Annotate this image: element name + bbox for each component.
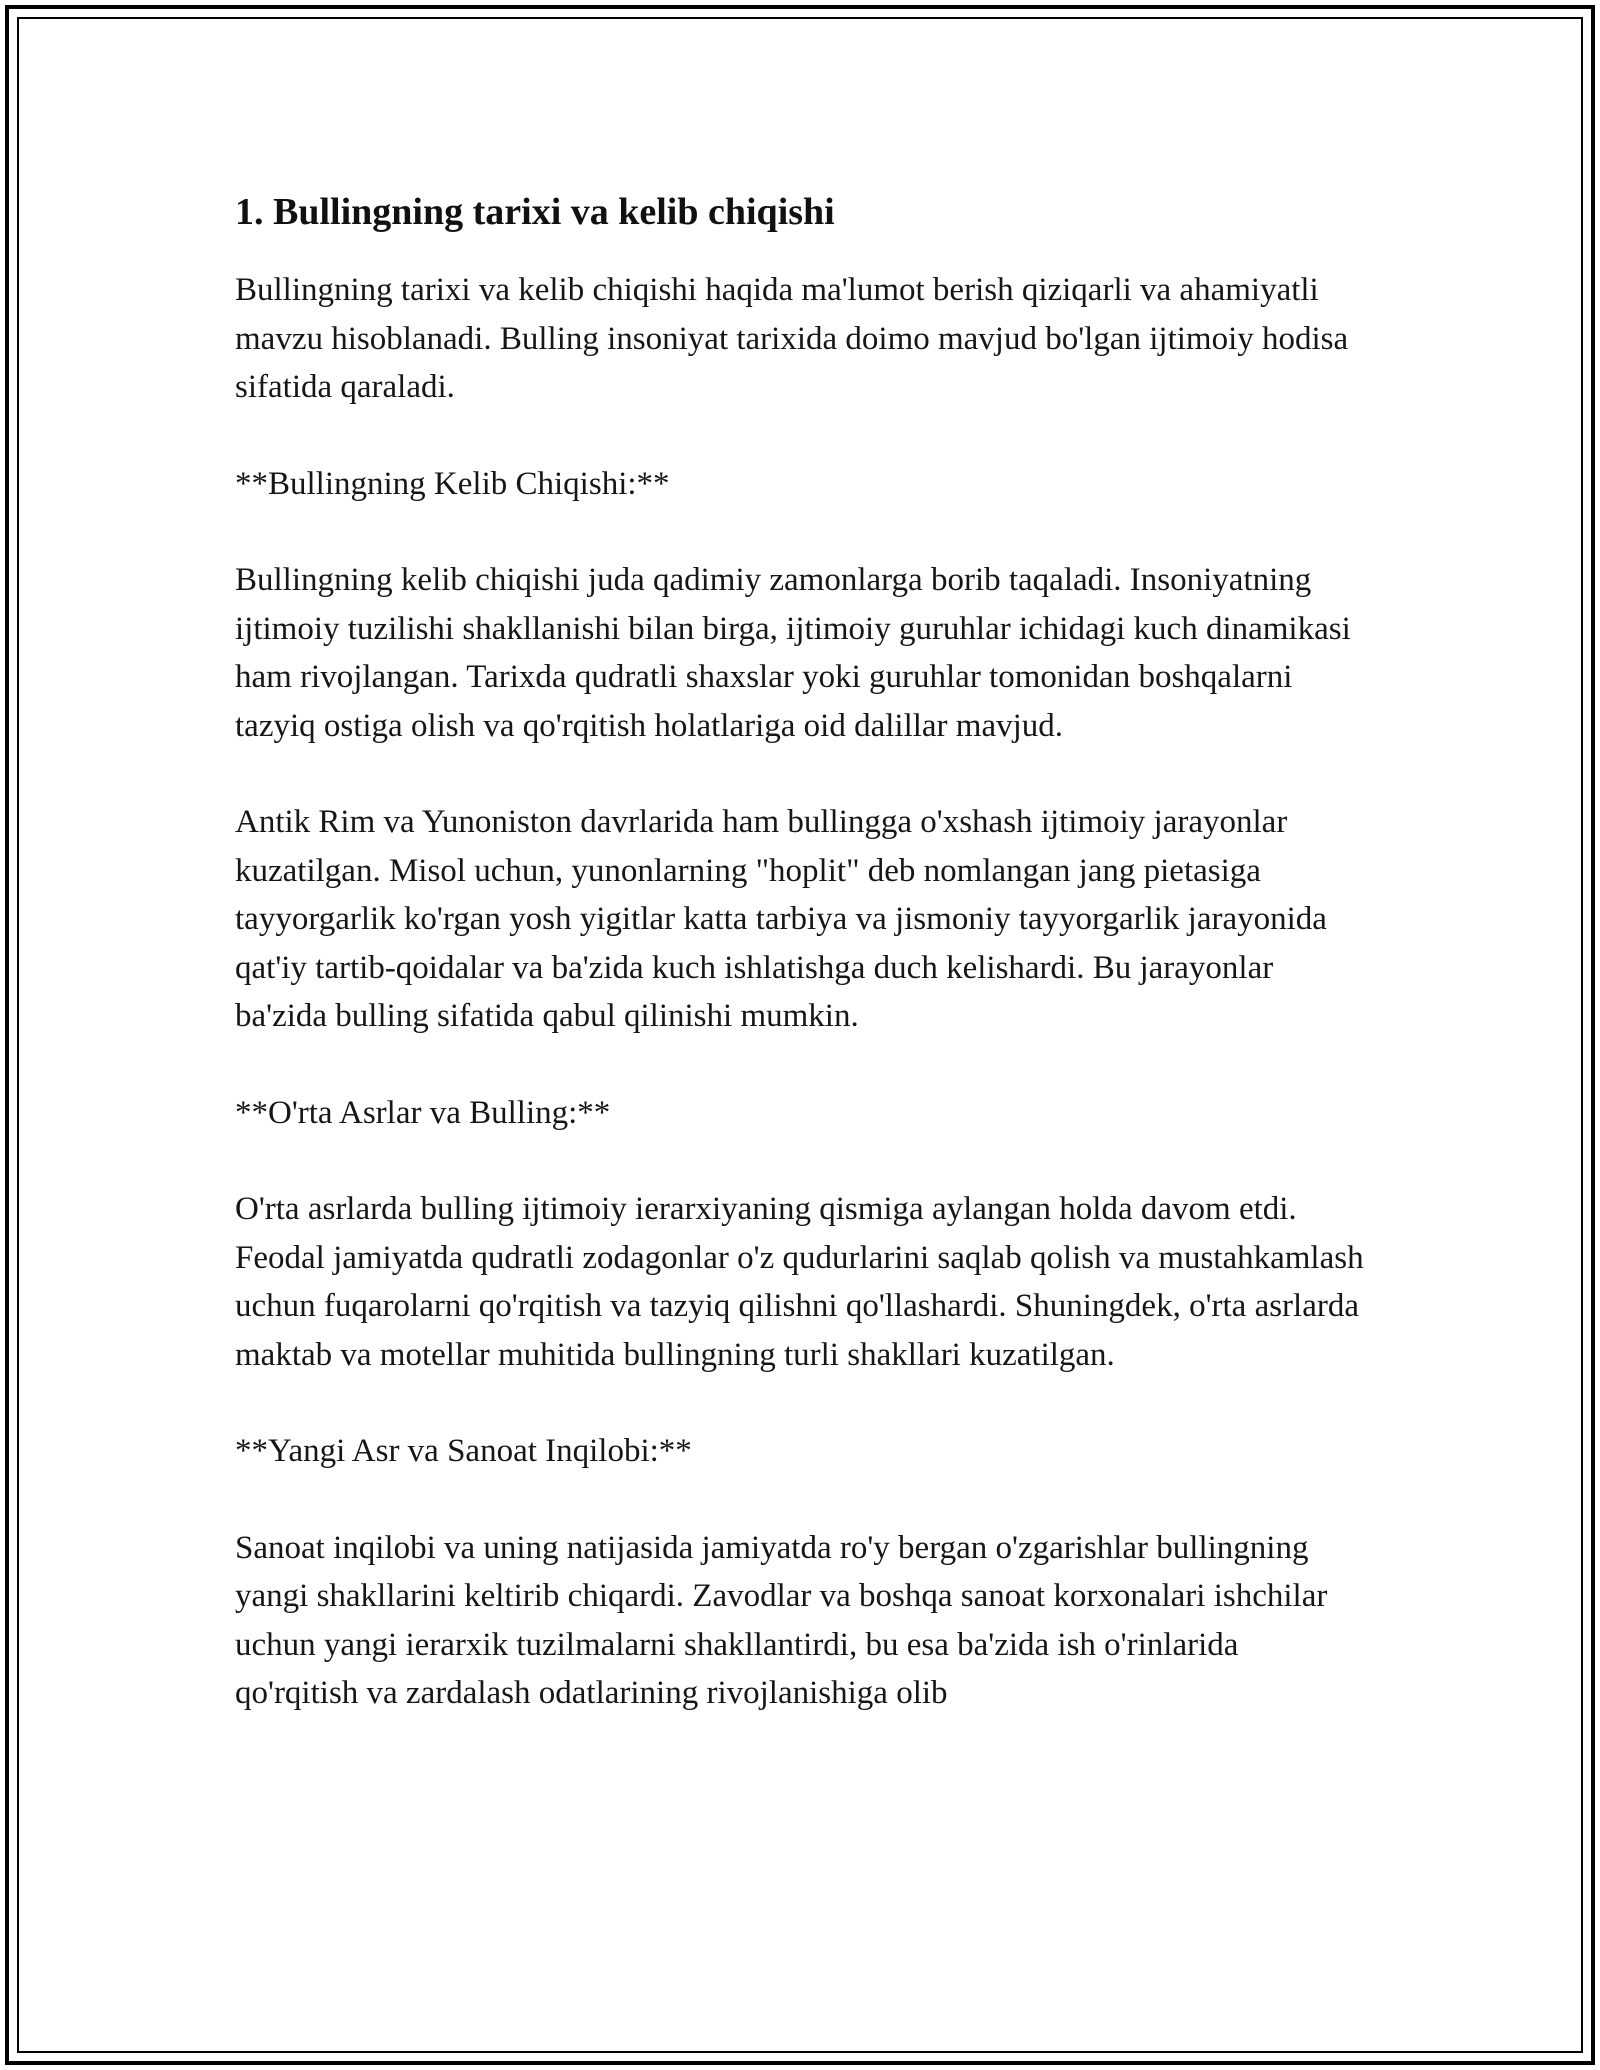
industrial-revolution-paragraph: Sanoat inqilobi va uning natijasida jamiyatda ro'y bergan o'zgarishlar bullingning yangi shakllarini keltirib chiqardi. Zavodlar va boshqa sanoat korxonalari ishchilar uchun yangi ierarxik tuzilmalarni shakllantirdi, bu esa ba'zida ish o'rinlarida qo'rqitish va zardalash odatlarining rivojlanishiga olib: [235, 1529, 1328, 1711]
subheading-kelib-chiqishi: **Bullingning Kelib Chiqishi:**: [235, 465, 670, 502]
subheading-orta-asrlar: **O'rta Asrlar va Bulling:**: [235, 1094, 611, 1131]
middle-ages-paragraph: O'rta asrlarda bulling ijtimoiy ierarxiyaning qismiga aylangan holda davom etdi. Feodal jamiyatda qudratli zodagonlar o'z qudurlarini saqlab qolish va mustahkamlash uchun fuqarolarni qo'rqitish va tazyiq qilishni qo'llashardi. Shuningdek, o'rta asrlarda maktab va motellar muhitida bullingning turli shakllari kuzatilgan.: [235, 1191, 1364, 1373]
subheading-yangi-asr: **Yangi Asr va Sanoat Inqilobi:**: [235, 1433, 692, 1469]
document-body: [235, 186, 1365, 1766]
origin-paragraph: Bullingning kelib chiqishi juda qadimiy zamonlarga borib taqaladi. Insoniyatning ijtimoiy tuzilishi shakllanishi bilan birga, ijtimoiy guruhlar ichidagi kuch dinamikasi ham rivojlangan. Tarixda qudratli shaxslar yoki guruhlar tomonidan boshqalarni tazyiq ostiga olish va qo'rqitish holatlariga oid dalillar mavjud.: [235, 562, 1351, 744]
antiquity-paragraph: Antik Rim va Yunoniston davrlarida ham bullingga o'xshash ijtimoiy jarayonlar kuzatilgan. Misol uchun, yunonlarning "hoplit" deb nomlangan jang pietasiga tayyorgarlik ko'rgan yosh yigitlar katta tarbiya va jismoniy tayyorgarlik jarayonida qat'iy tartib-qoidalar va ba'zida kuch ishlatishga duch kelishardi. Bu jarayonlar ba'zida bulling sifatida qabul qilinishi mumkin.: [235, 804, 1327, 1034]
intro-paragraph: Bullingning tarixi va kelib chiqishi haqida ma'lumot berish qiziqarli va ahamiyatli mavzu hisoblanadi. Bulling insoniyat tarixida doimo mavjud bo'lgan ijtimoiy hodisa sifatida qaraladi.: [235, 272, 1349, 405]
section-heading: 1. Bullingning tarixi va kelib chiqishi: [235, 191, 835, 233]
